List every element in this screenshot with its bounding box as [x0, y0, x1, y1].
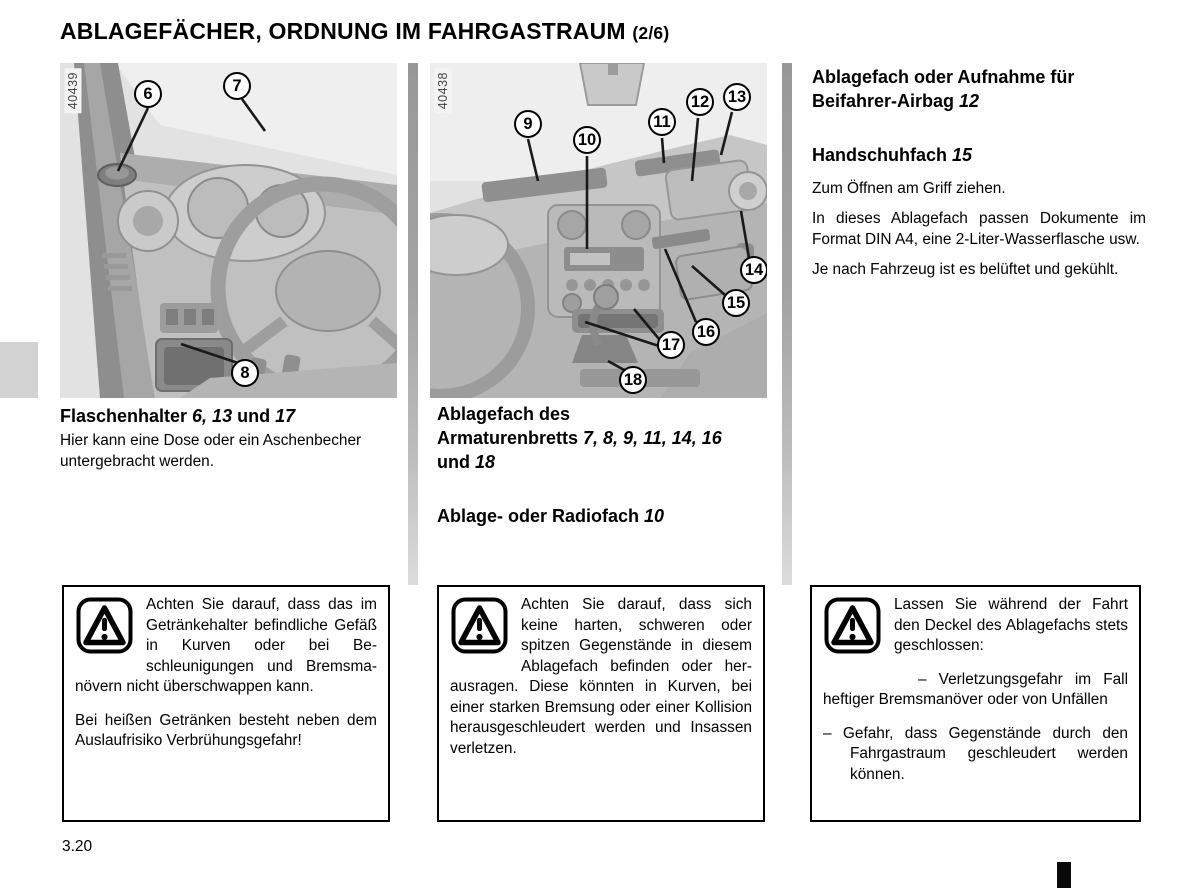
callout-badge-11: 11 — [648, 108, 676, 136]
dashboard-centre-illustration — [430, 63, 767, 398]
dashboard-driver-illustration — [60, 63, 397, 398]
page-title — [60, 18, 669, 45]
caption-bottle-holder-body: Hier kann eine Dose oder ein Aschenbecher untergebracht werden. — [60, 432, 362, 470]
warning-text: Achten Sie darauf, dass das im Getränkehalter befindliche Gefäß in Kurven oder bei Beschleunigungen und Bremsmanövern nicht überschwappen kann. — [75, 596, 377, 695]
side-tab-marker — [0, 342, 38, 398]
callout-badge-16: 16 — [692, 318, 720, 346]
figure-dashboard-driver-side — [60, 63, 397, 398]
warning-text: Achten Sie darauf, dass sich keine harten, schweren oder spitzen Gegenstände in diesem Ablagefach befinden oder herausragen. Diese könnten in Kurven, bei einer starken Bremsung oder einer Kollision herausgeschleudert werden und Insassen verletzen. — [450, 596, 752, 757]
warning-box-lid-closed — [810, 585, 1141, 822]
warning-list-item: – Verletzungsgefahr im Fall heftiger Bremsmanöver oder von Unfällen — [823, 670, 1128, 708]
caption-bottle-holder-heading: Flaschenhalter 6, 13 und 17 — [60, 406, 296, 426]
callout-badge-8: 8 — [231, 359, 259, 387]
caption-dashboard-heading: Ablagefach des Armaturenbretts 7, 8, 9, 11, 14, 16 und 18 — [437, 404, 722, 472]
callout-badge-7: 7 — [223, 72, 251, 100]
callout-badge-14: 14 — [740, 256, 767, 284]
warning-list-item: – Gefahr, dass Gegenstände durch den Fahrgastraum geschleudert werden können. — [823, 724, 1128, 783]
callout-badge-18: 18 — [619, 366, 647, 394]
right-column — [812, 63, 1146, 280]
warning-triangle-icon — [76, 597, 133, 654]
heading-glovebox: Handschuhfach 15 — [812, 145, 973, 165]
page-number: 3.20 — [62, 838, 93, 855]
page-title-counter: (2/6) — [632, 23, 670, 43]
warning-box-drinks — [62, 585, 390, 822]
page-title-text: ABLAGEFÄCHER, ORDNUNG IM FAHRGASTRAUM — [60, 18, 626, 44]
warning-triangle-icon — [824, 597, 881, 654]
warning-text: Lassen Sie während der Fahrt den Deckel des Ablagefachs stets geschlossen: — [894, 596, 1128, 654]
glovebox-paragraph-3: Je nach Fahrzeug ist es belüftet und gekühlt. — [812, 261, 1119, 278]
callout-badge-17: 17 — [657, 331, 685, 359]
glovebox-paragraph-1: Zum Öffnen am Griff ziehen. — [812, 180, 1006, 197]
callout-badge-10: 10 — [573, 126, 601, 154]
column-separator — [782, 63, 792, 585]
section-marker — [1057, 862, 1071, 888]
callout-badge-6: 6 — [134, 80, 162, 108]
warning-box-objects — [437, 585, 765, 822]
figure-ref-label: 40438 — [435, 68, 452, 113]
caption-radio-compartment-heading: Ablage- oder Radiofach 10 — [437, 506, 665, 526]
caption-dashboard-compartments — [437, 402, 769, 528]
callout-badge-12: 12 — [686, 88, 714, 116]
glovebox-paragraph-2: In dieses Ablagefach passen Dokumente im Format DIN A4, eine 2-Liter-Wasserflasche usw. — [812, 210, 1146, 248]
caption-bottle-holder — [60, 404, 398, 472]
warning-text: Bei heißen Getränken besteht neben dem Auslaufrisiko Verbrühungsgefahr! — [75, 711, 377, 749]
figure-ref-label: 40439 — [65, 68, 82, 113]
callout-badge-9: 9 — [514, 110, 542, 138]
warning-triangle-icon — [451, 597, 508, 654]
callout-badge-13: 13 — [723, 83, 751, 111]
column-separator — [408, 63, 418, 585]
callout-badge-15: 15 — [722, 289, 750, 317]
figure-dashboard-centre — [430, 63, 767, 398]
heading-passenger-airbag: Ablagefach oder Aufnahme für Beifahrer-Airbag 12 — [812, 67, 1075, 111]
